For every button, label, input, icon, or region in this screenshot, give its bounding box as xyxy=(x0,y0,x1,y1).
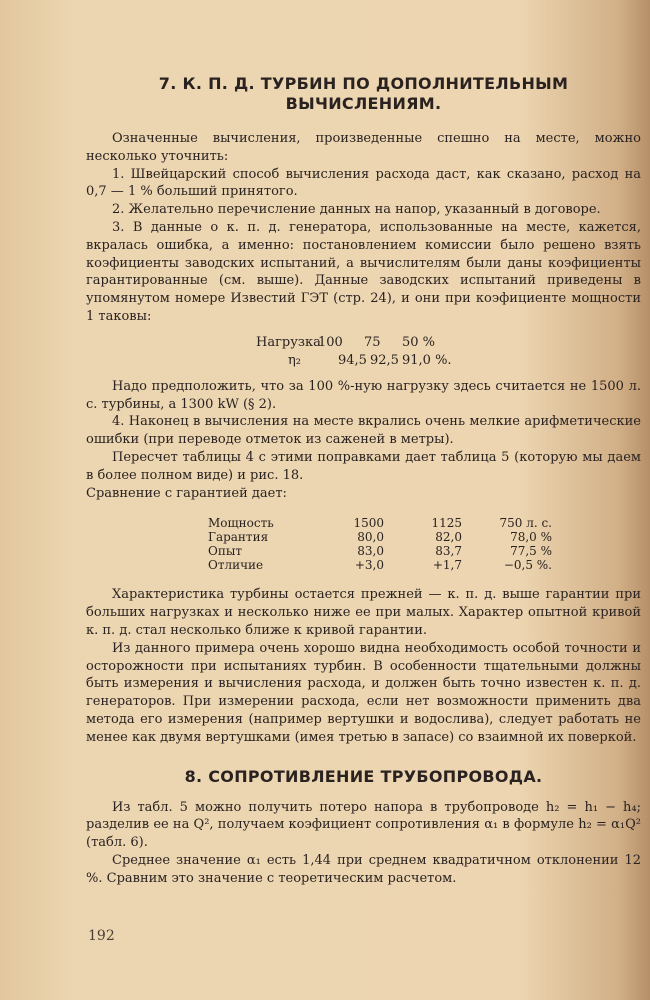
formula-cell: 91,0 %. xyxy=(402,352,452,368)
page-number: 192 xyxy=(88,928,115,944)
formula-label: Нагрузка xyxy=(256,334,321,350)
table-header-cell: Мощность xyxy=(208,516,274,531)
table-cell: +1,7 xyxy=(432,558,462,573)
generator-efficiency-table xyxy=(256,334,641,370)
paragraph: Надо предположить, что за 100 %-ную нагрузку здесь считается не 1500 л. с. турбины, а 1300 kW (§ 2). xyxy=(86,378,641,412)
table-cell: Гарантия xyxy=(208,530,269,545)
table-cell: −0,5 %. xyxy=(503,558,552,573)
table-row xyxy=(208,530,552,544)
paragraph: Среднее значение α₁ есть 1,44 при среднем квадратичном отклонении 12 %. Сравним это значение с теоретическим расчетом. xyxy=(86,852,641,886)
formula-cell: 100 xyxy=(318,334,343,350)
table-cell: 83,7 xyxy=(435,544,462,559)
table-cell: +3,0 xyxy=(354,558,384,573)
table-header-cell: 1125 xyxy=(431,516,462,531)
formula-cell: 50 % xyxy=(402,334,436,350)
formula-cell: 75 xyxy=(364,334,381,350)
table-cell: 77,5 % xyxy=(510,544,552,559)
formula-cell: 92,5 xyxy=(370,352,399,368)
table-header-row xyxy=(208,516,552,530)
table-cell: 83,0 xyxy=(357,544,384,559)
formula-cell: 94,5 xyxy=(338,352,367,368)
table-cell: 78,0 % xyxy=(510,530,552,545)
formula-row xyxy=(256,334,641,352)
paragraph: Из данного примера очень хорошо видна необходимость особой точности и осторожности при испытаниях турбин. В особенности тщательными должны быть измерения и вычисления расхода, и должен быть точно известен к. п. д. генераторов. При измерении расхода, если нет возможности применить два метода его измерения (например вертушки и водослива), следует работать не менее как двумя вертушками (имея третью в запасе) со взаимной их поверкой. xyxy=(86,640,641,745)
comparison-table xyxy=(208,516,552,572)
section-heading-7: 7. К. П. Д. ТУРБИН ПО ДОПОЛНИТЕЛЬНЫМ ВЫЧИСЛЕНИЯМ. xyxy=(158,74,569,113)
paragraph-item-1: 1. Швейцарский способ вычисления расхода даст, как сказано, расход на 0,7 — 1 % больший принятого. xyxy=(86,166,641,200)
table-row xyxy=(208,544,552,558)
paragraph: Сравнение с гарантией дает: xyxy=(86,485,287,501)
table-cell: Отличие xyxy=(208,558,264,573)
paragraph-item-3: 3. В данные о к. п. д. генератора, использованные на месте, кажется, вкралась ошибка, а именно: постановлением комиссии было решено взять коэфициенты заводских испытаний, а вычислителям были даны коэфициенты гарантированные (см. выше). Данные заводских испытаний приведены в упомянутом номере Известий ГЭТ (стр. 24), и они при коэфициенте мощности 1 таковы: xyxy=(86,219,641,324)
page-text xyxy=(86,70,641,888)
table-cell: Опыт xyxy=(208,544,243,559)
paragraph-item-4: 4. Наконец в вычисления на месте вкрались очень мелкие арифметические ошибки (при переводе отметок из саженей в метры). xyxy=(86,414,641,448)
formula-row xyxy=(256,352,641,370)
paragraph: Из табл. 5 можно получить потеро напора в трубопроводе h₂ = h₁ − h₄; разделив ее на Q², получаем коэфициент сопротивления α₁ в формуле h₂ = α₁Q² (табл. 6). xyxy=(86,799,641,851)
formula-label: η₂ xyxy=(288,352,301,368)
paragraph-intro: Означенные вычисления, произведенные спешно на месте, можно несколько уточнить: xyxy=(86,131,641,164)
paragraph-item-2: 2. Желательно перечисление данных на напор, указанный в договоре. xyxy=(112,202,601,218)
paragraph: Пересчет таблицы 4 с этими поправками дает таблица 5 (которую мы даем в более полном виде) и рис. 18. xyxy=(86,449,641,483)
table-row xyxy=(208,558,552,572)
table-header-cell: 1500 xyxy=(353,516,384,531)
section-heading-8: 8. СОПРОТИВЛЕНИЕ ТРУБОПРОВОДА. xyxy=(184,766,543,786)
table-cell: 82,0 xyxy=(435,530,462,545)
paragraph: Характеристика турбины остается прежней — к. п. д. выше гарантии при больших нагрузках и несколько ниже ее при малых. Характер опытной кривой к. п. д. стал несколько ближе к кривой гарантии. xyxy=(86,587,641,638)
table-cell: 80,0 xyxy=(357,530,384,545)
table-header-cell: 750 л. с. xyxy=(499,516,552,531)
